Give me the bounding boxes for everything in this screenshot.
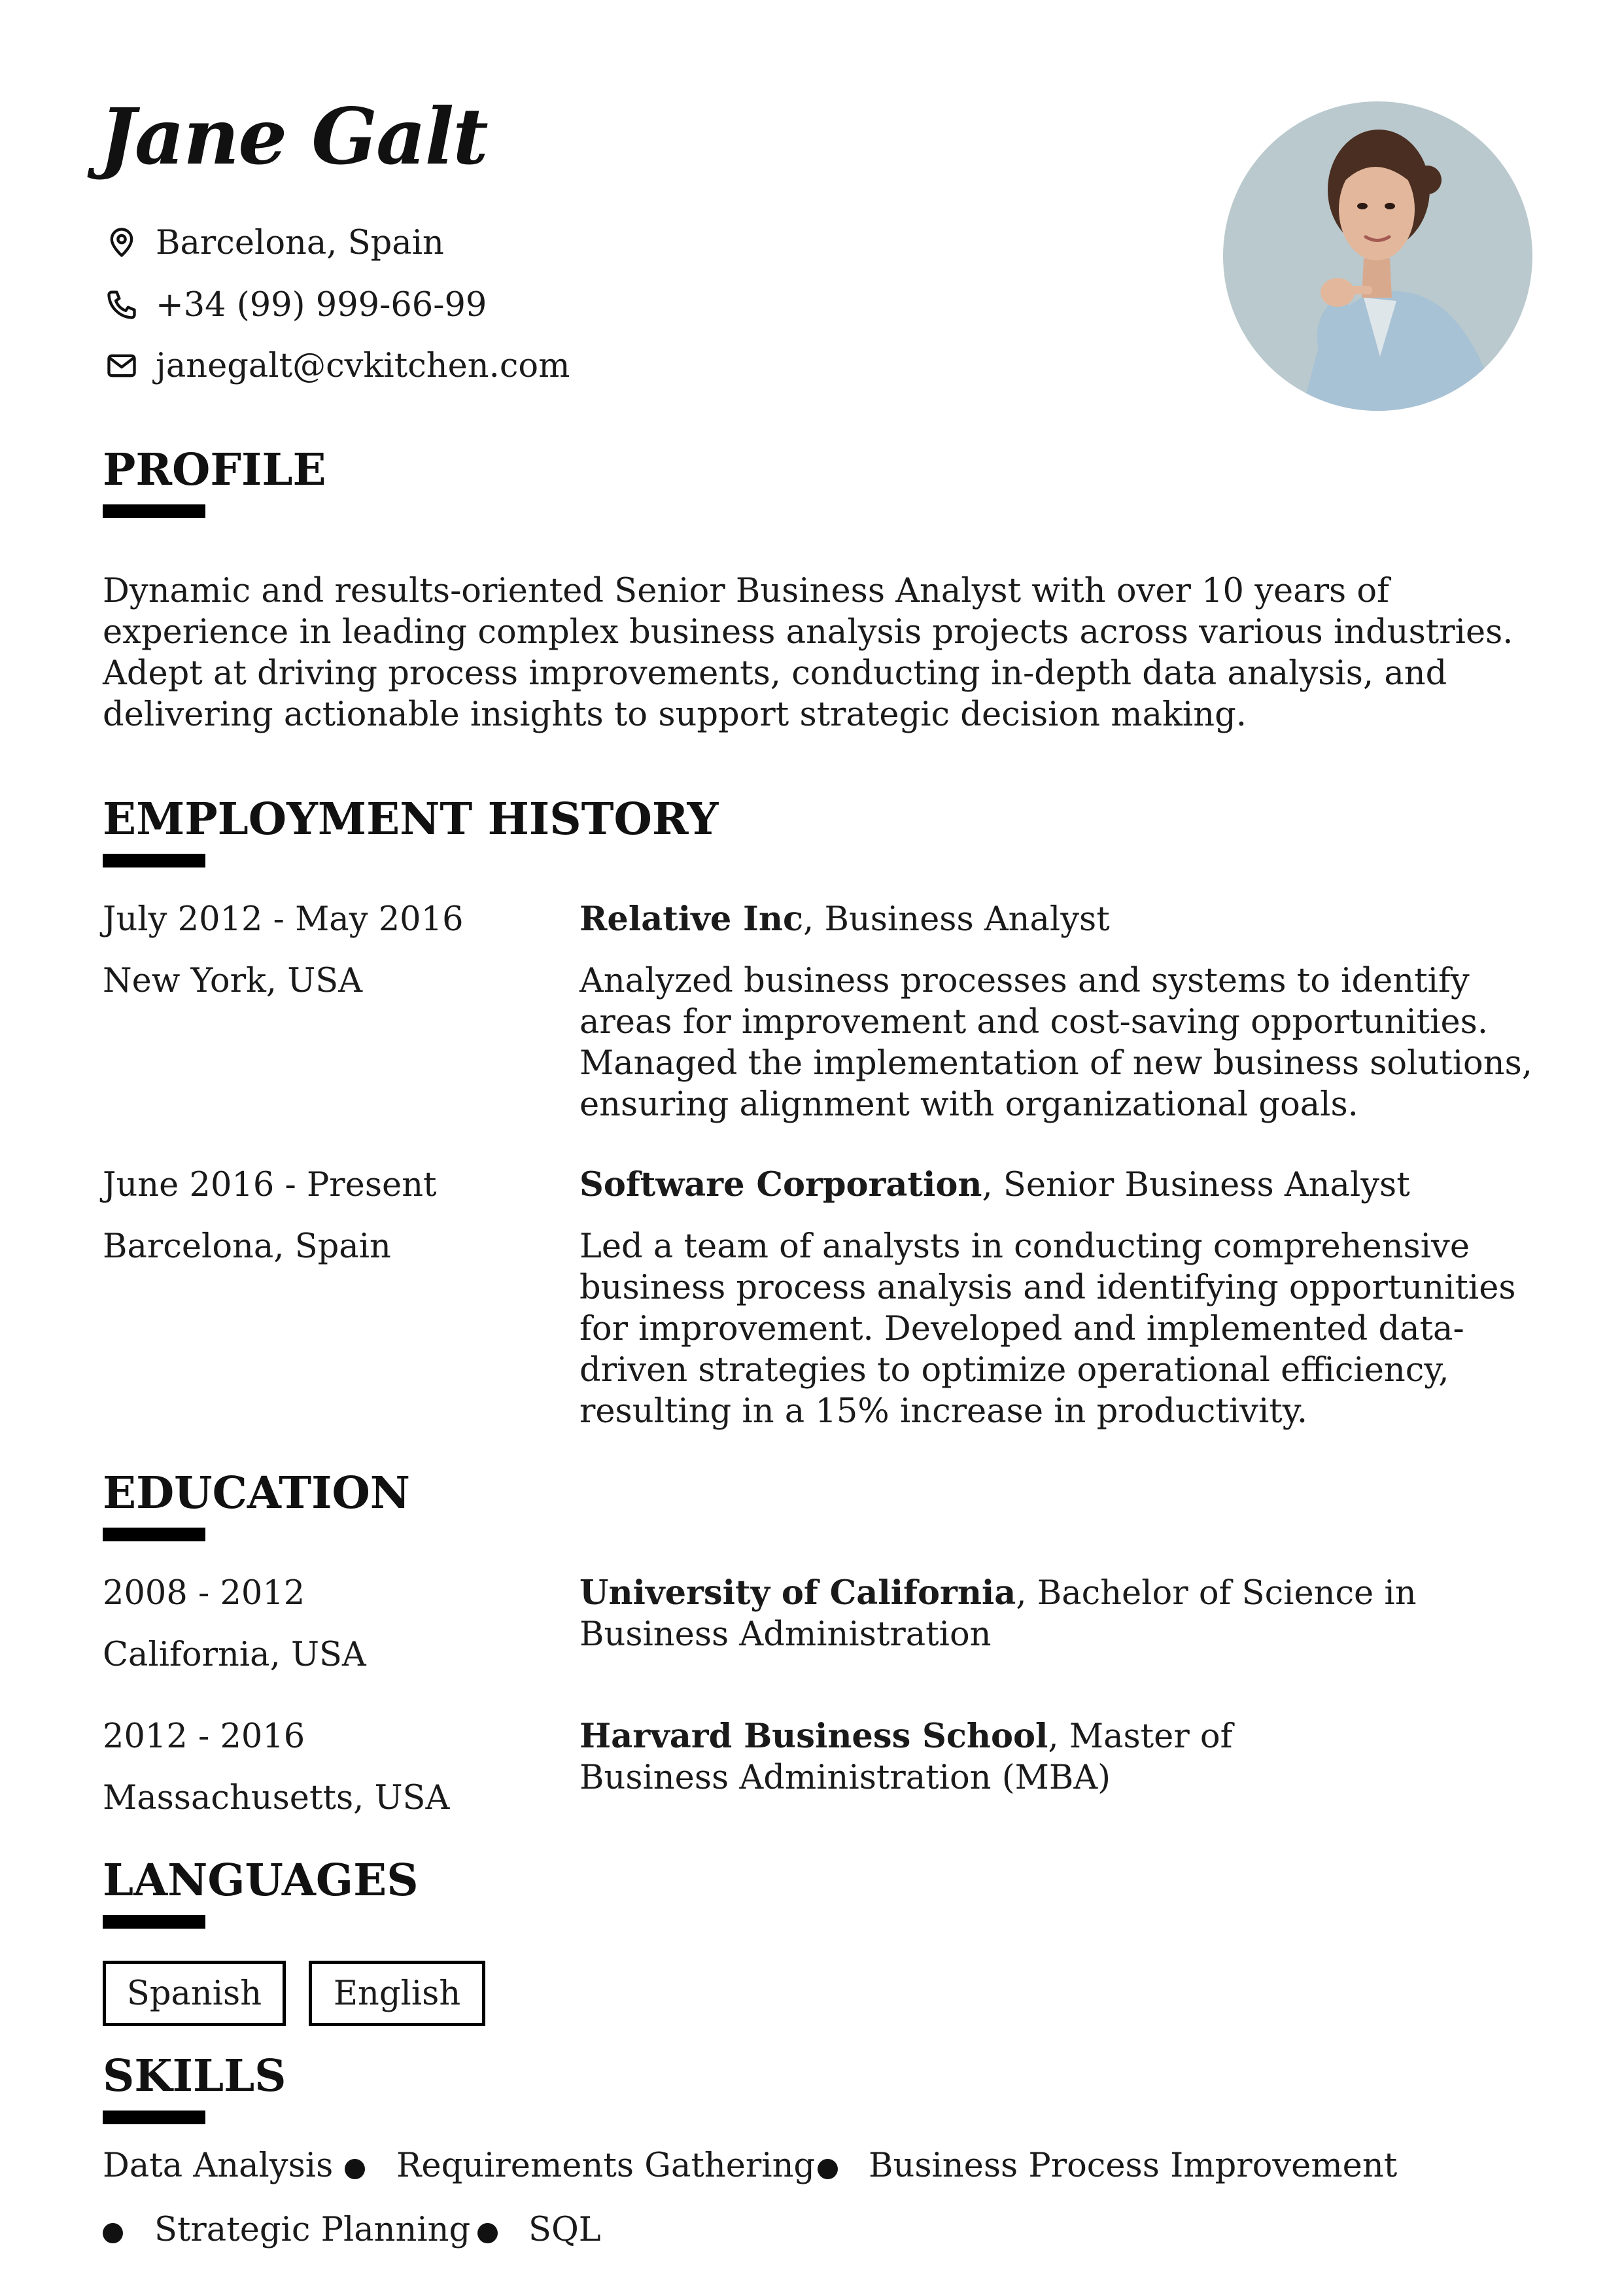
job-dates: July 2012 - May 2016 (103, 900, 464, 939)
mail-icon (105, 349, 139, 383)
skill-item: Data Analysis (103, 2146, 334, 2185)
job-title-line (579, 1165, 1541, 1206)
skills-title: SKILLS (103, 2050, 286, 2101)
job-dates: June 2016 - Present (103, 1166, 437, 1204)
degree: , Master of Business Administration (MBA) (579, 1717, 1233, 1797)
contact-phone (105, 285, 487, 324)
skill-item: Strategic Planning (154, 2211, 471, 2249)
candidate-name: Jane Galt (99, 91, 487, 182)
education-title: EDUCATION (103, 1467, 411, 1518)
profile-photo (1223, 101, 1532, 411)
phone-icon (105, 288, 139, 322)
school-name: University of California (579, 1573, 1016, 1613)
location-text: Barcelona, Spain (156, 223, 444, 262)
profile-title: PROFILE (103, 444, 326, 495)
school-name: Harvard Business School (579, 1717, 1048, 1756)
education-location: Massachusetts, USA (103, 1779, 450, 1817)
contact-email (105, 346, 570, 385)
job-role: , Senior Business Analyst (982, 1166, 1410, 1204)
education-dates: 2008 - 2012 (103, 1574, 305, 1613)
skill-item: Requirements Gathering (396, 2146, 816, 2185)
language-tag: English (309, 1961, 485, 2026)
job-title-line (579, 899, 1541, 940)
language-tag: Spanish (103, 1961, 286, 2026)
skill-item: Business Process Improvement (869, 2146, 1398, 2185)
job-description: Led a team of analysts in conducting comprehensive business process analysis and identifying opportunities for improvement. Developed and implemented data-driven strategies to optimize operational efficiency, resulting in a 15% increase in productivity. (579, 1227, 1516, 1431)
contact-location (105, 223, 444, 262)
bullet-dot (103, 2223, 123, 2243)
skills-underline (103, 2111, 205, 2124)
job-description: Analyzed business processes and systems to identify areas for improvement and cost-saving opportunities. Managed the implementation of new business solutions, ensuring alignment with organizational goals. (579, 962, 1532, 1124)
employment-underline (103, 854, 205, 867)
location-pin-icon (105, 226, 139, 260)
job-role: , Business Analyst (803, 900, 1110, 939)
bullet-dot (818, 2159, 838, 2179)
profile-underline (103, 504, 205, 518)
phone-text: +34 (99) 999-66-99 (156, 285, 487, 324)
languages-underline (103, 1915, 205, 1929)
job-location: Barcelona, Spain (103, 1227, 391, 1266)
bullet-dot (345, 2159, 365, 2179)
education-entry (579, 1716, 1364, 1798)
email-text: janegalt@cvkitchen.com (156, 346, 570, 385)
languages-title: LANGUAGES (103, 1854, 419, 1906)
education-dates: 2012 - 2016 (103, 1717, 305, 1756)
company-name: Relative Inc (579, 900, 804, 939)
company-name: Software Corporation (579, 1165, 982, 1204)
education-entry (579, 1573, 1541, 1655)
skill-item: SQL (528, 2211, 601, 2249)
education-underline (103, 1528, 205, 1541)
job-location: New York, USA (103, 962, 363, 1000)
bullet-dot (477, 2223, 498, 2243)
employment-title: EMPLOYMENT HISTORY (103, 793, 719, 845)
degree: , Bachelor of Science in Business Administration (579, 1574, 1417, 1654)
profile-text: Dynamic and results-oriented Senior Business Analyst with over 10 years of experience in leading complex business analysis projects across various industries. Adept at driving process improvements, conducting in-depth data analysis, and delivering actionable insights to support strategic decision making. (103, 572, 1513, 734)
education-location: California, USA (103, 1636, 366, 1674)
